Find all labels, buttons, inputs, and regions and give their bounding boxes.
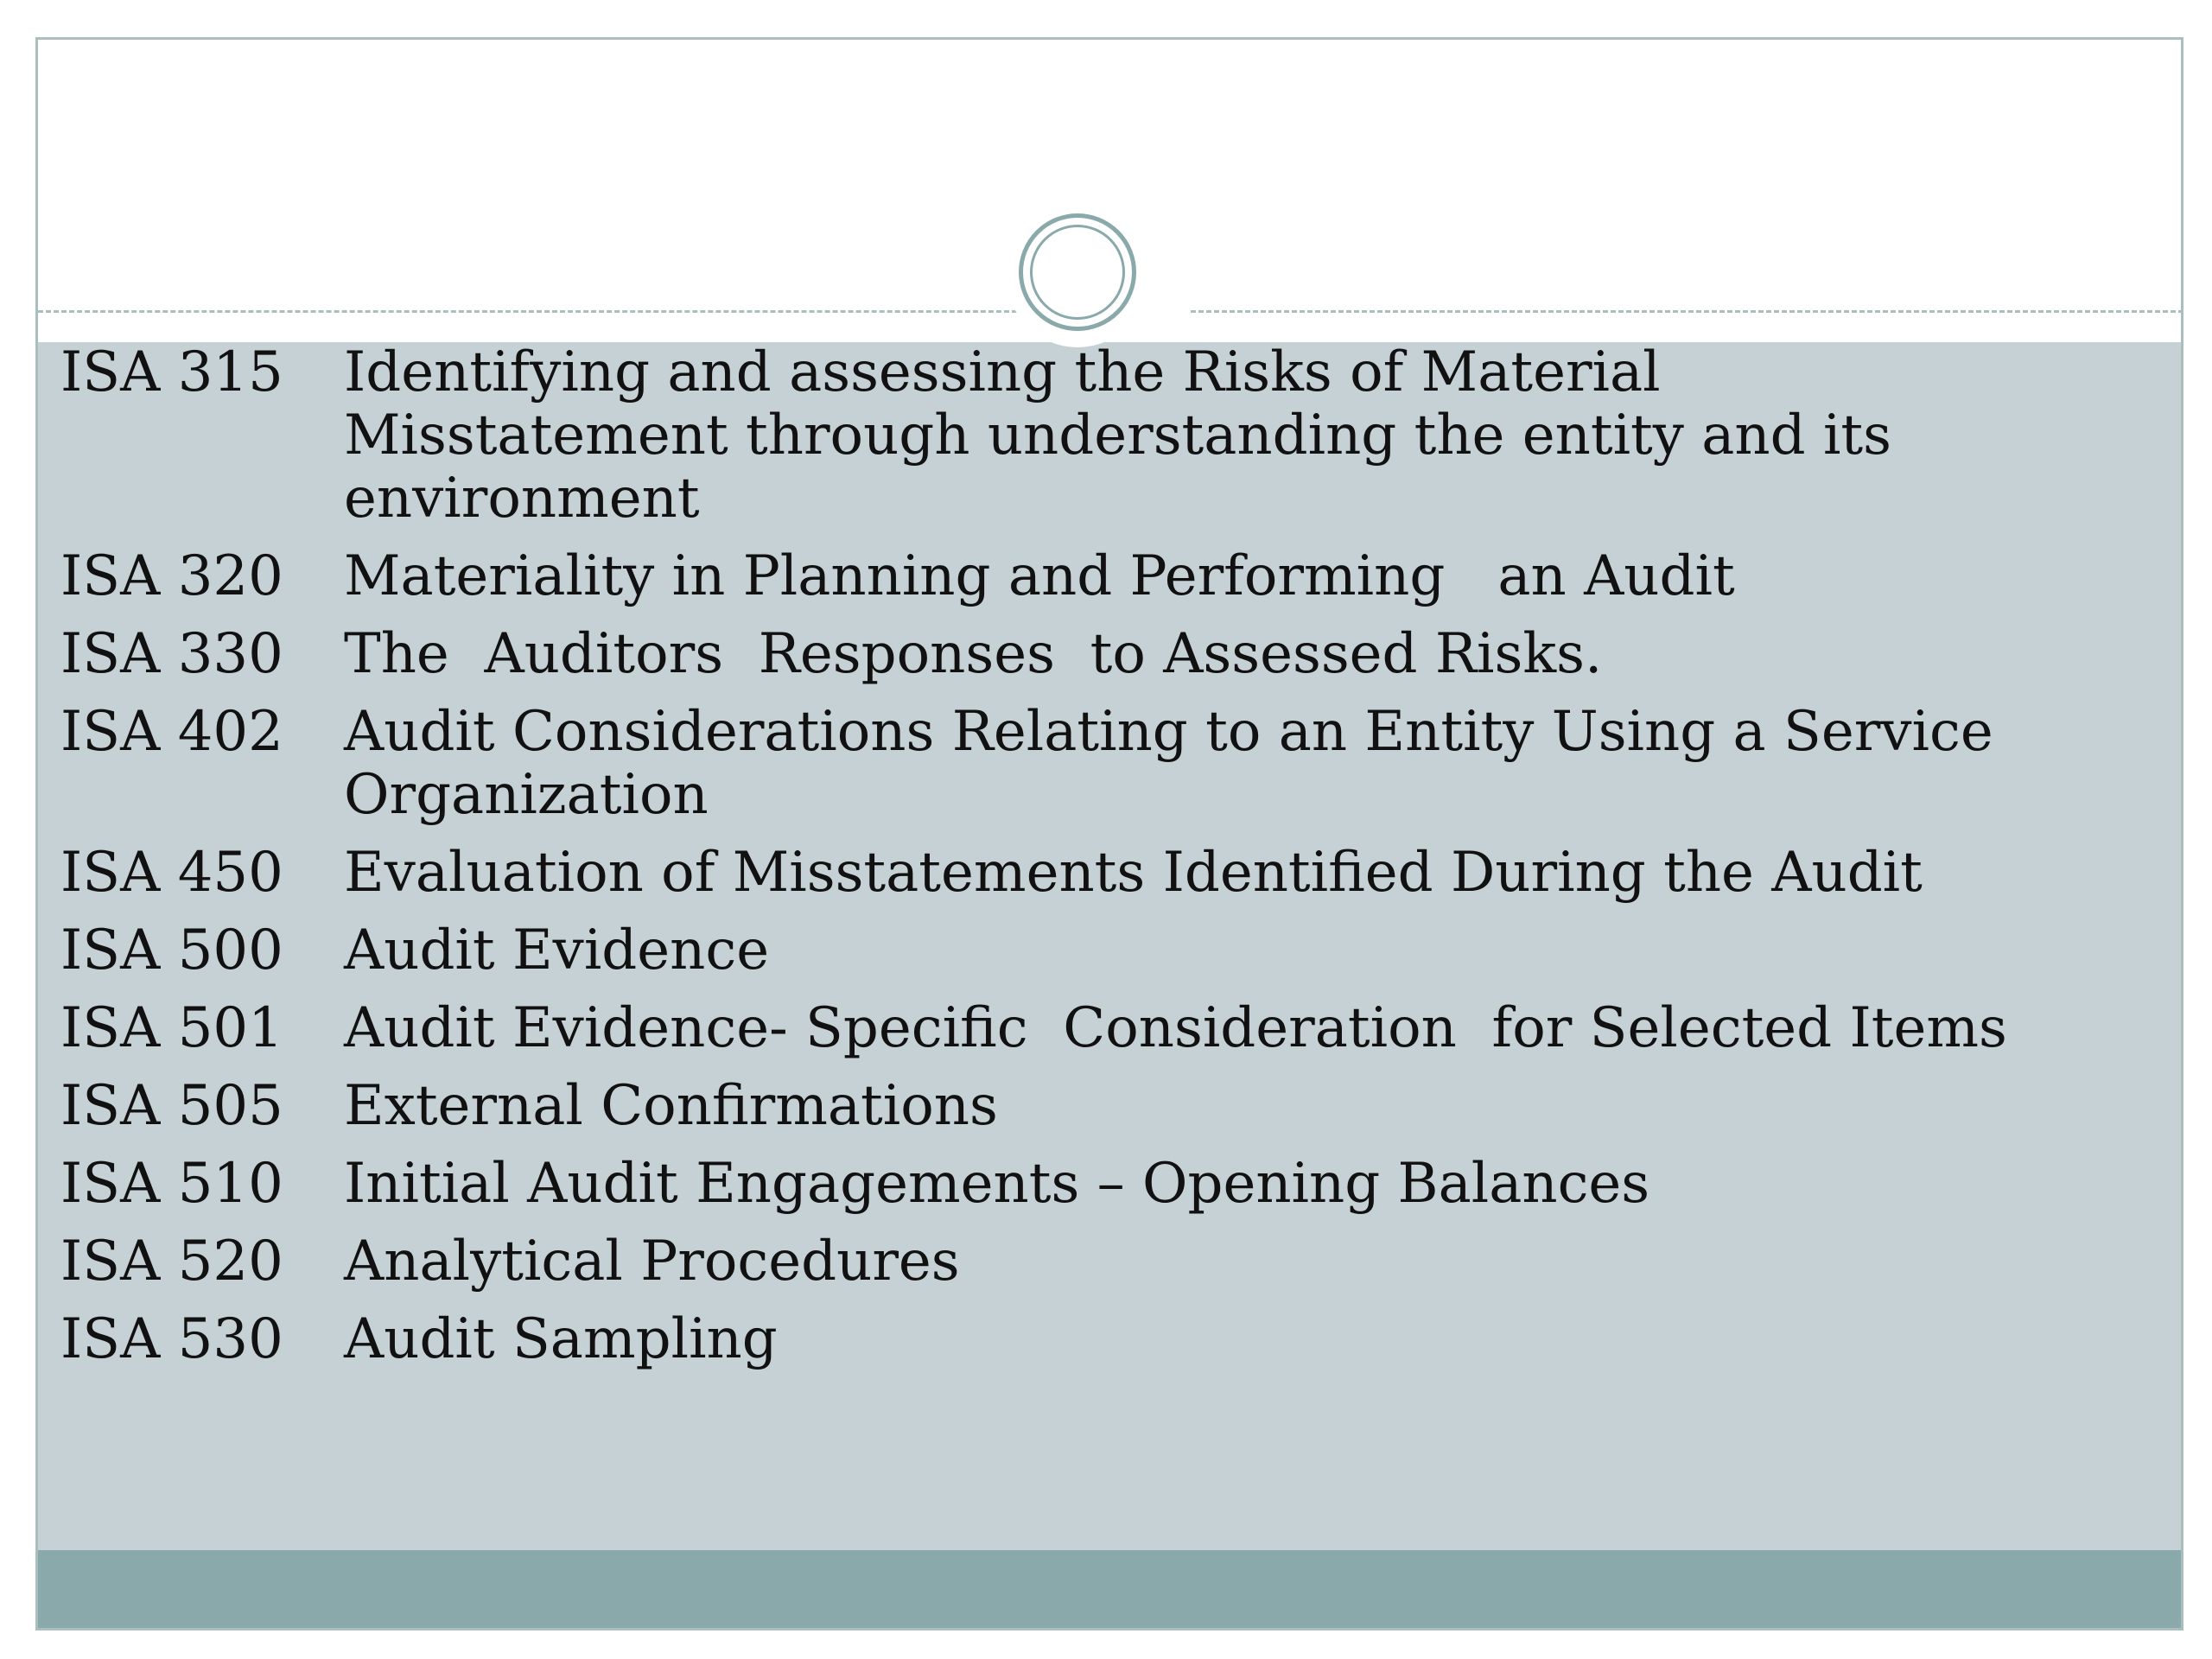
isa-standards-list (60, 341, 2091, 1386)
list-item (60, 1308, 2091, 1371)
isa-code: ISA 501 (60, 996, 283, 1060)
isa-code: ISA 330 (60, 622, 283, 686)
header-divider-right (1191, 310, 2183, 313)
isa-code: ISA 320 (60, 544, 283, 608)
list-item (60, 701, 2091, 827)
isa-title: Audit Evidence- Specific Consideration for Selected Items (344, 996, 2007, 1060)
isa-title: Audit Considerations Relating to an Entity Using a Service Organization (344, 700, 1993, 827)
isa-code: ISA 505 (60, 1074, 283, 1138)
isa-code: ISA 402 (60, 700, 283, 764)
isa-title: Materiality in Planning and Performing an Audit (344, 544, 1735, 608)
isa-title: Audit Evidence (344, 918, 770, 982)
isa-title: Identifying and assessing the Risks of Material Misstatement through understanding the entity and its environment (344, 340, 1891, 531)
isa-code: ISA 520 (60, 1230, 283, 1294)
isa-title: Evaluation of Misstatements Identified During the Audit (344, 841, 1923, 905)
header-divider-left (38, 310, 1040, 313)
isa-title: Audit Sampling (344, 1307, 778, 1371)
isa-code: ISA 510 (60, 1152, 283, 1216)
list-item (60, 842, 2091, 905)
isa-title: The Auditors Responses to Assessed Risks. (344, 622, 1603, 686)
isa-code: ISA 530 (60, 1307, 283, 1371)
footer-band (38, 1550, 2181, 1628)
list-item (60, 997, 2091, 1060)
list-item (60, 545, 2091, 608)
list-item (60, 623, 2091, 686)
isa-title: Initial Audit Engagements – Opening Balances (344, 1152, 1650, 1216)
isa-code: ISA 450 (60, 841, 283, 905)
isa-title: External Confirmations (344, 1074, 998, 1138)
isa-title: Analytical Procedures (344, 1230, 960, 1294)
isa-code: ISA 500 (60, 918, 283, 982)
list-item (60, 1230, 2091, 1294)
ornament-inner-ring (1030, 225, 1125, 320)
isa-code: ISA 315 (60, 340, 283, 404)
list-item (60, 1153, 2091, 1216)
list-item (60, 1075, 2091, 1138)
list-item (60, 919, 2091, 982)
list-item (60, 341, 2091, 531)
